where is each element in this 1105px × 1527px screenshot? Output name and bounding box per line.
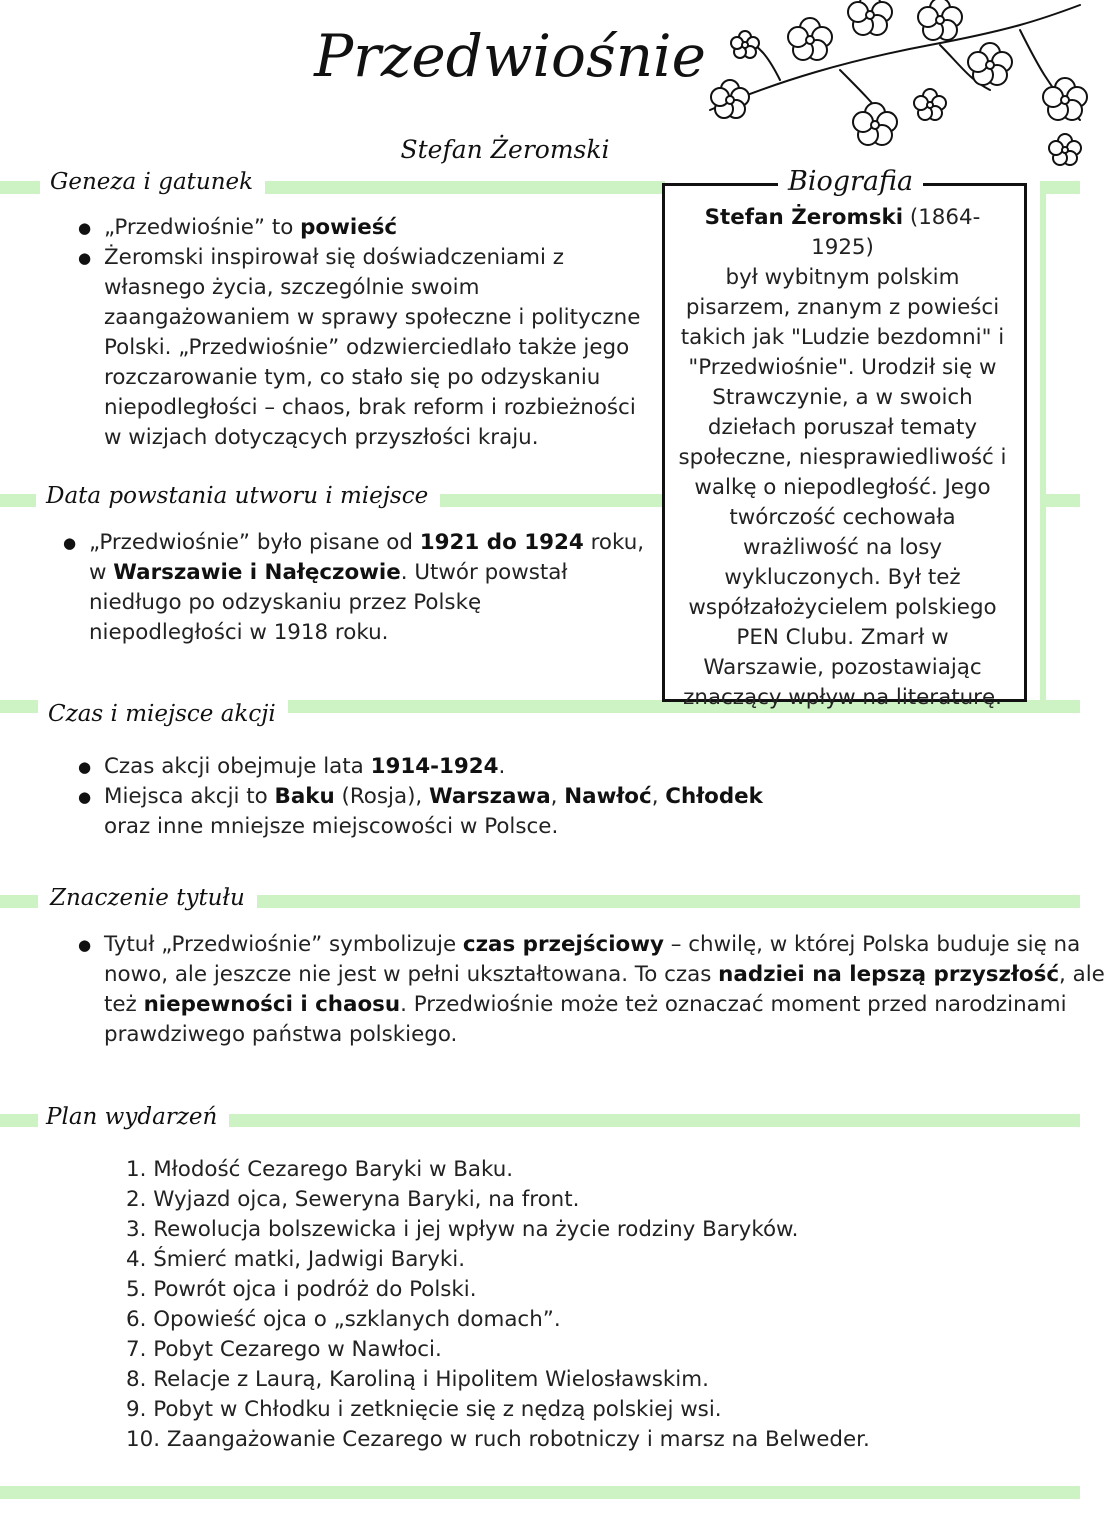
bio-text (676, 203, 1009, 713)
list-item: 6. Opowieść ojca o „szklanych domach”. (126, 1307, 561, 1332)
list-item: 1. Młodość Cezarego Baryki w Baku. (126, 1157, 514, 1182)
list-item: 5. Powrót ojca i podróż do Polski. (126, 1277, 477, 1302)
list-item: 3. Rewolucja bolszewicka i jej wpływ na życie rodziny Baryków. (126, 1217, 799, 1242)
list-item (104, 782, 804, 842)
text-line: Warszawie, pozostawiając (703, 655, 982, 680)
section-bar-bio-right (1040, 181, 1080, 194)
footer-bar (0, 1486, 1080, 1499)
list-item: 2. Wyjazd ojca, Seweryna Baryki, na front. (126, 1187, 580, 1212)
data-list (89, 528, 649, 648)
text-line: Polski. „Przedwiośnie” odzwierciedlało także jego (104, 335, 630, 360)
right-frame-line (1040, 194, 1046, 700)
text-line: własnego życia, szczególnie swoim (104, 275, 480, 300)
list-item (89, 528, 649, 648)
section-bar-geneza-right (240, 181, 665, 194)
section-bar-plan-left (0, 1114, 38, 1127)
section-bar-plan-right (218, 1114, 1080, 1127)
text-line: znaczący wpływ na literaturę. (683, 685, 1002, 710)
bullet-text: „Przedwiośnie” to (104, 215, 301, 240)
list-item: 9. Pobyt w Chłodku i zetknięcie się z nędzą polskiej wsi. (126, 1397, 722, 1422)
bio-heading: Biografia (778, 166, 923, 197)
text-line: społeczne, niesprawiedliwość i (678, 445, 1007, 470)
text-line: PEN Clubu. Zmarł w (736, 625, 949, 650)
text-line: ● Miejsca akcji to Baku (Rosja), Warszawa, Nawłoć, Chłodek (104, 784, 763, 809)
text-line: oraz inne mniejsze miejscowości w Polsce. (104, 814, 559, 839)
list-item (104, 930, 1105, 1050)
text-line: w wizjach dotyczących przyszłości kraju. (104, 425, 539, 450)
bullet-bold: powieść (300, 215, 398, 240)
heading-znaczenie: Znaczenie tytułu (42, 884, 257, 914)
heading-data: Data powstania utworu i miejsce (38, 482, 440, 512)
heading-plan: Plan wydarzeń (38, 1103, 229, 1133)
text-line: też niepewności i chaosu. Przedwiośnie może też oznaczać moment przed narodzinami (104, 992, 1067, 1017)
text-line: niepodległości w 1918 roku. (89, 620, 389, 645)
text-line: Strawczynie, a w swoich (712, 385, 973, 410)
heading-czas: Czas i miejsce akcji (40, 700, 288, 730)
section-bar-data-left (0, 494, 36, 507)
list-item: 10. Zaangażowanie Cezarego w ruch robotniczy i marsz na Belweder. (126, 1427, 870, 1452)
text-line: wykluczonych. Był też (724, 565, 961, 590)
text-line: rozczarowanie tym, co stało się po odzyskaniu (104, 365, 601, 390)
list-item (104, 213, 644, 243)
text-line: w Warszawie i Nałęczowie. Utwór powstał (89, 560, 568, 585)
text-line: twórczość cechowała (729, 505, 956, 530)
heading-geneza: Geneza i gatunek (42, 168, 265, 198)
text-line: zaangażowaniem w sprawy społeczne i polityczne (104, 305, 641, 330)
section-bar-czas-left (0, 700, 38, 713)
text-line: niepodległości – chaos, brak reform i rozbieżności (104, 395, 636, 420)
text-line: takich jak "Ludzie bezdomni" i (680, 325, 1005, 350)
section-bar-geneza-left (0, 181, 40, 194)
list-item (104, 243, 644, 453)
plan-list (126, 1155, 1026, 1455)
page-title: Przedwiośnie (314, 22, 706, 90)
list-item: 7. Pobyt Cezarego w Nawłoci. (126, 1337, 442, 1362)
text-line: ● „Przedwiośnie” było pisane od 1921 do 1924 roku, (89, 530, 645, 555)
text-line: pisarzem, znanym z powieści (685, 295, 1000, 320)
text-line: dziełach poruszał tematy (707, 415, 978, 440)
text-line: był wybitnym polskim (725, 265, 960, 290)
text-line: wrażliwość na losy (742, 535, 943, 560)
list-item: 4. Śmierć matki, Jadwigi Baryki. (126, 1247, 465, 1272)
znaczenie-list (104, 930, 1105, 1050)
text-line: współzałożycielem polskiego (688, 595, 997, 620)
author-name: Stefan Żeromski (400, 135, 610, 164)
list-item: ● Czas akcji obejmuje lata 1914-1924. (104, 752, 804, 782)
text-line: nowo, ale jeszcze nie jest w pełni ukształtowana. To czas nadziei na lepszą przyszłość, ale (104, 962, 1105, 987)
text-line: Stefan Żeromski (1864-1925) (704, 205, 981, 260)
section-bar-znaczenie-left (0, 895, 38, 908)
text-line: prawdziwego państwa polskiego. (104, 1022, 458, 1047)
text-line: ● Tytuł „Przedwiośnie” symbolizuje czas przejściowy – chwilę, w której Polska buduje się na (104, 932, 1081, 957)
text-line: niedługo po odzyskaniu przez Polskę (89, 590, 482, 615)
text-line: walkę o niepodległość. Jego (694, 475, 991, 500)
list-item: 8. Relacje z Laurą, Karoliną i Hipolitem Wielosławskim. (126, 1367, 709, 1392)
text-line: "Przedwiośnie". Urodził się w (688, 355, 997, 380)
section-bar-znaczenie-right (250, 895, 1080, 908)
text-line: ● Żeromski inspirował się doświadczeniami z (104, 245, 564, 270)
geneza-list (104, 213, 644, 453)
czas-list (104, 752, 804, 842)
section-bar-data-right2 (1040, 494, 1080, 507)
